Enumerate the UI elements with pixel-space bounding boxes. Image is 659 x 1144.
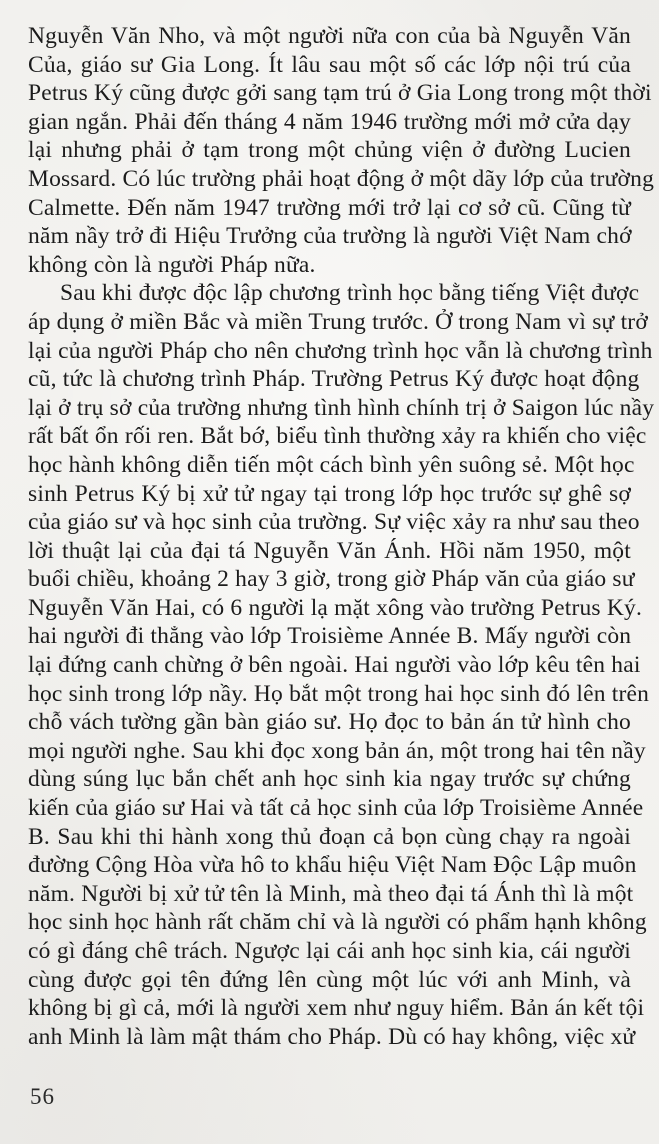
text-line: hai người đi thẳng vào lớp Troisième Année B. Mấy người còn <box>28 623 632 650</box>
text-line: Của, giáo sư Gia Long. Ít lâu sau một số các lớp nội trú của <box>28 51 631 78</box>
text-line: sinh Petrus Ký bị xử tử ngay tại trong lớp học trước sự ghê sợ <box>28 480 631 507</box>
text-line: Mossard. Có lúc trường phải hoạt động ở một dãy lớp của trường <box>28 165 655 192</box>
text-line: lại ở trụ sở của trường nhưng tình hình chính trị ở Saigon lúc nầy <box>28 394 655 421</box>
text-line: học hành không diễn tiến một cách bình yên suông sẻ. Một học <box>28 451 635 478</box>
text-line: B. Sau khi thi hành xong thủ đoạn cả bọn cùng chạy ra ngoài <box>28 823 631 850</box>
text-line: áp dụng ở miền Bắc và miền Trung trước. Ở trong Nam vì sự trở <box>28 308 648 335</box>
text-line: học sinh học hành rất chăm chỉ và là người có phẩm hạnh không <box>28 909 647 936</box>
text-line: lại của người Pháp cho nên chương trình học vẫn là chương trình <box>28 337 653 364</box>
text-line: học sinh trong lớp nầy. Họ bắt một trong hai học sinh đó lên trên <box>28 680 650 707</box>
text-line: Nguyễn Văn Hai, có 6 người lạ mặt xông vào trường Petrus Ký. <box>28 594 643 621</box>
page-number: 56 <box>30 1084 55 1109</box>
text-line: kiến của giáo sư Hai và tất cả học sinh của lớp Troisième Année <box>28 795 644 822</box>
text-line: gian ngắn. Phải đến tháng 4 năm 1946 trường mới mở cửa dạy <box>28 108 631 135</box>
text-line: dùng súng lục bắn chết anh học sinh kia ngay trước sự chứng <box>28 766 631 793</box>
text-line: Petrus Ký cũng được gởi sang tạm trú ở Gia Long trong một thời <box>28 80 652 107</box>
text-line: Calmette. Đến năm 1947 trường mới trở lại cơ sở cũ. Cũng từ <box>28 194 631 221</box>
text-line: lại nhưng phải ở tạm trong một chủng viện ở đường Lucien <box>28 137 631 164</box>
text-line: có gì đáng chê trách. Ngược lại cái anh học sinh kia, cái người <box>28 938 631 964</box>
text-line: không còn là người Pháp nữa. <box>28 251 316 278</box>
text-line: không bị gì cả, mới là người xem như nguy hiểm. Bản án kết tội <box>28 995 645 1022</box>
text-line: đường Cộng Hòa vừa hô to khẩu hiệu Việt Nam Độc Lập muôn <box>28 852 637 879</box>
text-line: cũ, tức là chương trình Pháp. Trường Petrus Ký được hoạt động <box>28 366 640 393</box>
paragraph <box>28 22 655 279</box>
body-text <box>28 22 655 1051</box>
text-line: năm. Người bị xử tử tên là Minh, mà theo đại tá Ánh thì là một <box>28 880 634 907</box>
text-line: lời thuật lại của đại tá Nguyễn Văn Ánh. Hồi năm 1950, một <box>28 537 631 564</box>
text-line: Nguyễn Văn Nho, và một người nữa con của bà Nguyễn Văn <box>28 23 631 49</box>
text-line: chỗ vách tường gần bàn giáo sư. Họ đọc to bản án tử hình cho <box>28 709 631 736</box>
text-line: lại đứng canh chừng ở bên ngoài. Hai người vào lớp kêu tên hai <box>28 652 641 679</box>
text-line: buổi chiều, khoảng 2 hay 3 giờ, trong giờ Pháp văn của giáo sư <box>28 566 635 593</box>
text-line: rất bất ổn rối ren. Bắt bớ, biểu tình thường xảy ra khiến cho việc <box>28 423 647 450</box>
text-line: Sau khi được độc lập chương trình học bằng tiếng Việt được <box>60 280 640 307</box>
paragraph <box>28 279 655 1051</box>
text-line: anh Minh là làm mật thám cho Pháp. Dù có hay không, việc xử <box>28 1023 636 1050</box>
text-line: cùng được gọi tên đứng lên cùng một lúc với anh Minh, và <box>28 966 631 993</box>
text-line: của giáo sư và học sinh của trường. Sự việc xảy ra như sau theo <box>28 509 640 536</box>
text-line: mọi người nghe. Sau khi đọc xong bản án, một trong hai tên nầy <box>28 737 646 764</box>
text-line: năm nầy trở đi Hiệu Trưởng của trường là người Việt Nam chớ <box>28 223 632 250</box>
